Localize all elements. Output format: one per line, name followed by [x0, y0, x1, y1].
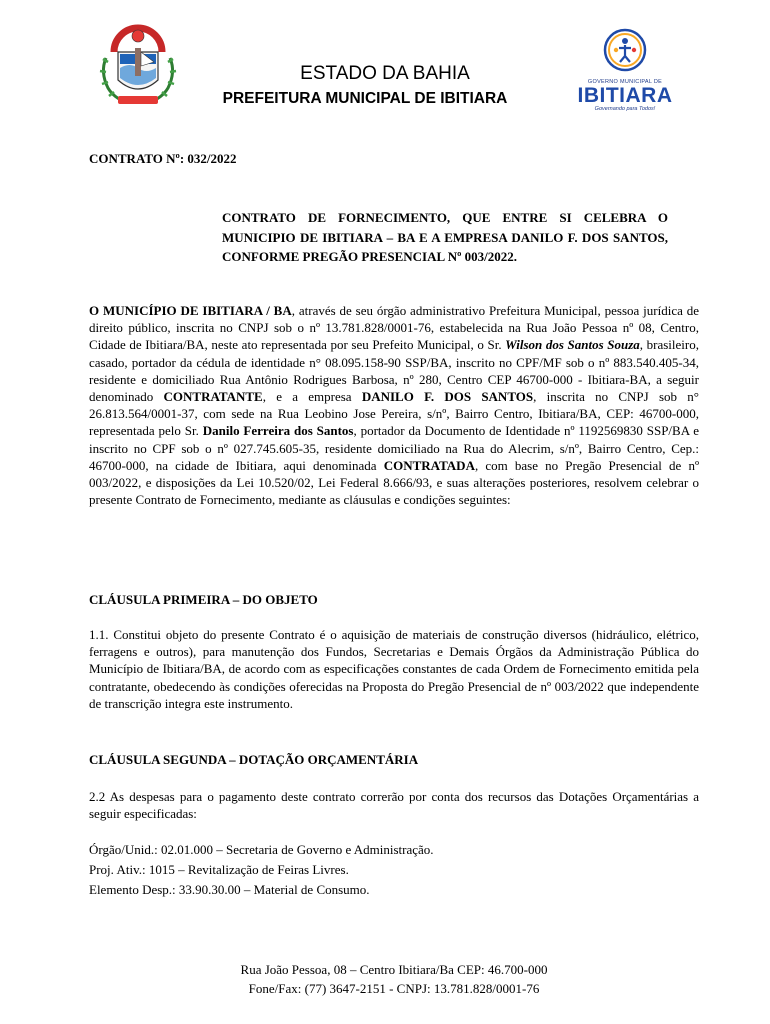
clause-2-heading: CLÁUSULA SEGUNDA – DOTAÇÃO ORÇAMENTÁRIA — [89, 752, 419, 767]
representative-name: Danilo Ferreira dos Santos — [202, 423, 354, 439]
gov-logo-caption: GOVERNO MUNICIPAL DE — [587, 79, 663, 85]
preamble-text-3: , e a empresa — [262, 389, 362, 405]
clause-2-text: 2.2 As despesas para o pagamento deste contrato correrão por conta dos recursos das Dotações Orçamentárias a seguir especificadas: — [89, 789, 699, 822]
contratante-label: CONTRATANTE — [163, 389, 263, 405]
preamble-text-4: , inscrita no CNPJ sob n° 26.813.564/0001-37, com sede na Rua Leobino Jose Pereira, s/nº, Bairro Centro, Ibitiara/BA, CEP: 46700-000, representada pelo Sr. — [89, 389, 699, 439]
contract-number: CONTRATO Nº: 032/2022 — [89, 151, 237, 166]
preamble-text-5: , portador da Documento de Identidade nº 1192569830 SSP/BA e inscrito no CPF sob o nº 027.745.605-35, residente domiciliado na Rua do Alecrim, s/nº, Bairro Centro, Cep.: 46700-000, na cidade de Ibitiara, aqui denominada — [89, 423, 700, 473]
clause-1-text: 1.1. Constitui objeto do presente Contrato é o aquisição de materiais de construção diversos (hidráulico, elétrico, ferragens e outros), para manutenção dos Fundos, Secretarias e Demais Órgãos da Administração Pública do Município de Ibitiara/BA, de acordo com as especificações constantes de cada Ordem de Fornecimento emitida pela contratante, obedecendo às condições oferecidas na Proposta do Pregão Presencial de nº 003/2022 que independente de transcrição integra este instrumento. — [89, 627, 699, 711]
contratada-label: CONTRATADA — [383, 457, 475, 473]
prefecture-name-heading: PREFEITURA MUNICIPAL DE IBITIARA — [222, 90, 508, 107]
preamble-lead: O MUNICÍPIO DE IBITIARA / BA — [89, 303, 292, 318]
budget-item-element: Elemento Desp.: 33.90.30.00 – Material de Consumo. — [89, 882, 370, 897]
page-footer — [0, 960, 770, 998]
budget-item-project: Proj. Ativ.: 1015 – Revitalização de Feiras Livres. — [89, 862, 349, 877]
gov-logo-name: IBITIARA — [577, 84, 673, 107]
preamble-text-1: , através de seu órgão administrativo Prefeitura Municipal, pessoa jurídica de direito público, inscrita no CNPJ sob o nº 13.781.828/0001-76, estabelecida na Rua João Pessoa nº 08, Centro, Cidade de Ibitiara/BA, neste ato representada por seu Prefeito Municipal, o Sr. — [89, 303, 699, 353]
preamble-text-6: , com base no Pregão Presencial de nº 003/2022, e disposições da Lei 10.520/02, Lei Federal 8.666/93, e suas alterações posteriores, resolvem celebrar o presente Contrato de Fornecimento, mediante as cláusulas e condições seguintes: — [89, 457, 699, 508]
footer-contact: Fone/Fax: (77) 3647-2151 - CNPJ: 13.781.828/0001-76 — [248, 981, 540, 996]
gov-logo-slogan: Governando para Todos! — [594, 106, 656, 112]
preamble-paragraph — [89, 302, 699, 508]
preamble-text-2: , brasileiro, casado, portador da cédula de identidade n° 08.095.158-90 SSP/BA, inscrito no CPF/MF sob o nº 883.540.405-34, residente e domiciliado Rua Antônio Rodrigues Barbosa, nº 280, Centro CEP 46700-000 - Ibitiara-BA, a seguir denominado — [89, 337, 699, 405]
footer-address: Rua João Pessoa, 08 – Centro Ibitiara/Ba CEP: 46.700-000 — [240, 962, 548, 977]
contract-summary: CONTRATO DE FORNECIMENTO, QUE ENTRE SI CELEBRA O MUNICIPIO DE IBITIARA – BA E A EMPRESA DANILO F. DOS SANTOS, CONFORME PREGÃO PRESENCIAL Nº 003/2022. — [222, 210, 668, 264]
budget-item-organ: Órgão/Unid.: 02.01.000 – Secretaria de Governo e Administração. — [89, 842, 434, 857]
state-name-heading: ESTADO DA BAHIA — [300, 63, 470, 84]
mayor-name: Wilson dos Santos Souza — [505, 337, 640, 353]
clause-1-heading: CLÁUSULA PRIMEIRA – DO OBJETO — [89, 592, 318, 607]
company-name: DANILO F. DOS SANTOS — [361, 389, 534, 405]
